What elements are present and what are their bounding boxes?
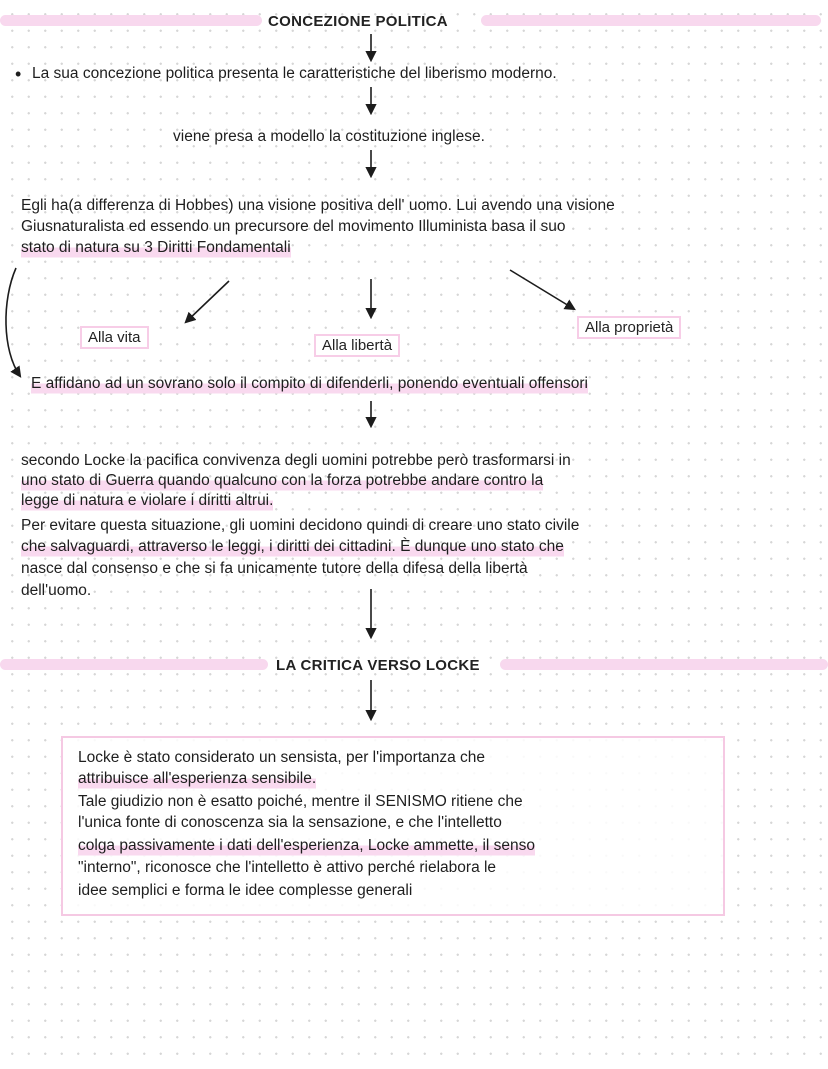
critique-line-4: l'unica fonte di conoscenza sia la sensazione, e che l'intelletto — [78, 814, 502, 831]
right-vita: Alla vita — [80, 326, 149, 349]
right-liberta: Alla libertà — [314, 334, 400, 357]
critique-line-7: idee semplici e forma le idee complesse generali — [78, 882, 413, 899]
locke-line-3: legge di natura e violare i diritti altrui. — [21, 491, 273, 512]
locke-line-2: uno stato di Guerra quando qualcuno con la forza potrebbe andare contro la — [21, 471, 543, 492]
right-proprieta: Alla proprietà — [577, 316, 681, 339]
locke-line-6: nasce dal consenso e che si fa unicamente tutore della difesa della libertà — [21, 560, 528, 577]
critique-line-3: Tale giudizio non è esatto poiché, mentre il SENISMO ritiene che — [78, 793, 523, 810]
section-heading-concezione: CONCEZIONE POLITICA — [268, 13, 448, 30]
locke-line-4: Per evitare questa situazione, gli uomini decidono quindi di creare uno stato civile — [21, 517, 580, 534]
arrow-to-vita — [186, 281, 229, 322]
section-heading-critica: LA CRITICA VERSO LOCKE — [276, 657, 480, 674]
vision-line-2: Giusnaturalista ed essendo un precursore del movimento Illuminista basa il suo — [21, 218, 566, 235]
locke-line-1: secondo Locke la pacifica convivenza degli uomini potrebbe però trasformarsi in — [21, 452, 571, 469]
critique-line-5: colga passivamente i dati dell'esperienza, Locke ammette, il senso — [78, 836, 535, 857]
critique-line-2: attribuisce all'esperienza sensibile. — [78, 769, 316, 790]
locke-line-7: dell'uomo. — [21, 582, 92, 599]
intro-text: La sua concezione politica presenta le caratteristiche del liberismo moderno. — [32, 65, 557, 82]
vision-line-1: Egli ha(a differenza di Hobbes) una visione positiva dell' uomo. Lui avendo una visione — [21, 197, 615, 214]
critique-line-1: Locke è stato considerato un sensista, per l'importanza che — [78, 749, 486, 766]
bullet-dot: • — [15, 64, 22, 84]
critique-line-6: "interno", riconosce che l'intelletto è attivo perché rielabora le — [78, 859, 497, 876]
locke-line-5: che salvaguardi, attraverso le leggi, i diritti dei cittadini. È dunque uno stato che — [21, 537, 564, 558]
heading-bar-right-2 — [500, 659, 828, 670]
sovereign-text: E affidano ad un sovrano solo il compito di difenderli, ponendo eventuali offensori — [31, 374, 588, 395]
heading-bar-left-2 — [0, 659, 268, 670]
model-text: viene presa a modello la costituzione inglese. — [173, 128, 485, 145]
vision-line-3: stato di natura su 3 Diritti Fondamentali — [21, 238, 291, 259]
arrow-to-proprieta — [510, 270, 574, 309]
curved-arrow-left — [6, 268, 20, 376]
